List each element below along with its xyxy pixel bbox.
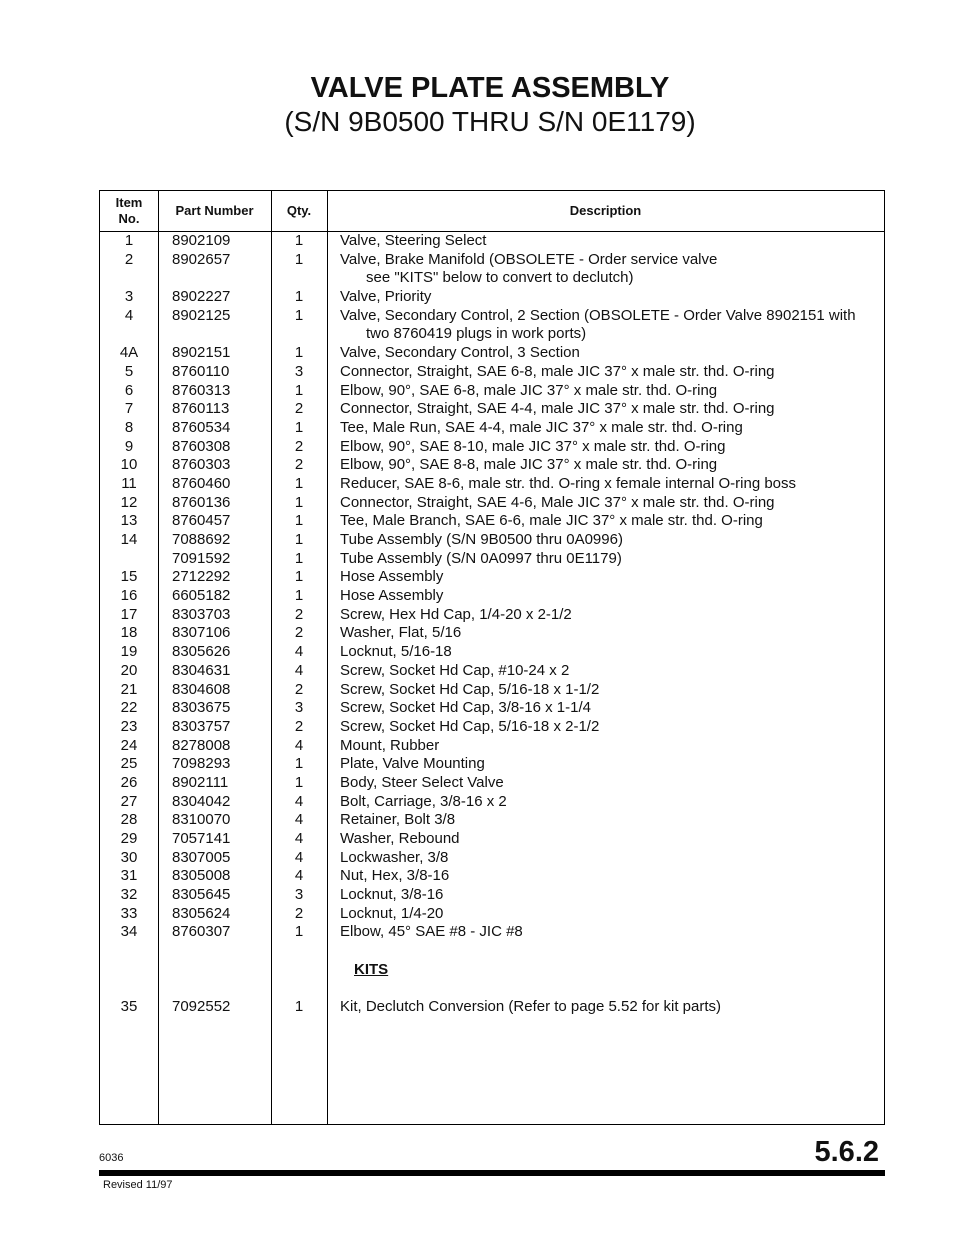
item-no: 27: [120, 792, 138, 810]
table-body: [100, 232, 884, 1017]
table-row: [100, 438, 884, 457]
row-spacer: [100, 980, 884, 999]
description: Locknut, 3/8-16: [340, 886, 444, 904]
part-number: 2712292: [172, 568, 231, 586]
item-no: 32: [120, 886, 138, 904]
part-number: 8303703: [172, 605, 231, 623]
item-no: 2: [124, 250, 134, 268]
table-row: [100, 587, 884, 606]
quantity: 2: [294, 680, 304, 698]
item-no: 4A: [119, 344, 139, 362]
item-no: 26: [120, 773, 138, 791]
part-number: 8902657: [172, 250, 231, 268]
quantity: 2: [294, 437, 304, 455]
item-no: 33: [120, 904, 138, 922]
item-no: 34: [120, 923, 138, 941]
quantity: 1: [294, 344, 304, 362]
item-no: 16: [120, 587, 138, 605]
table-row: [100, 755, 884, 774]
description: Valve, Brake Manifold (OBSOLETE - Order service valve see "KITS" below to convert to declutch): [340, 250, 718, 287]
item-no: 17: [120, 605, 138, 623]
part-number: 8760313: [172, 381, 231, 399]
part-number: 8305626: [172, 643, 231, 661]
table-row: [100, 400, 884, 419]
description: Screw, Socket Hd Cap, #10-24 x 2: [340, 661, 570, 679]
part-number: 8760308: [172, 437, 231, 455]
quantity: 1: [294, 923, 304, 941]
description: Hose Assembly: [340, 568, 444, 586]
description: Valve, Secondary Control, 2 Section (OBSOLETE - Order Valve 8902151 with two 8760419 plugs in work ports): [340, 306, 856, 343]
part-number: 8760460: [172, 474, 231, 492]
part-number: 7092552: [172, 998, 231, 1016]
table-row: [100, 494, 884, 513]
part-number: 8305008: [172, 867, 231, 885]
item-no: 35: [120, 998, 138, 1016]
part-number: 8278008: [172, 736, 231, 754]
table-row: [100, 886, 884, 905]
description: Tube Assembly (S/N 9B0500 thru 0A0996): [340, 531, 623, 549]
part-number: 8305624: [172, 904, 231, 922]
table-row: [100, 307, 884, 344]
quantity: 2: [294, 904, 304, 922]
part-number: 8902151: [172, 344, 231, 362]
table-row: [100, 232, 884, 251]
item-no: 13: [120, 512, 138, 530]
quantity: 1: [294, 418, 304, 436]
quantity: 1: [294, 512, 304, 530]
table-row: [100, 419, 884, 438]
description: Lockwasher, 3/8: [340, 848, 449, 866]
kits-heading-row: [100, 961, 884, 980]
item-no: 4: [124, 306, 134, 324]
description: Washer, Rebound: [340, 830, 460, 848]
table-row: [100, 811, 884, 830]
description: Tee, Male Branch, SAE 6-6, male JIC 37° x male str. thd. O-ring: [340, 512, 763, 530]
table-row: [100, 699, 884, 718]
table-row: [100, 606, 884, 625]
part-number: 8902111: [172, 773, 229, 791]
description: Elbow, 45° SAE #8 - JIC #8: [340, 923, 523, 941]
item-no: 21: [120, 680, 138, 698]
part-number: 7088692: [172, 531, 231, 549]
item-no: 22: [120, 699, 138, 717]
item-no: 31: [120, 867, 138, 885]
part-number: 8902125: [172, 306, 231, 324]
table-row: [100, 288, 884, 307]
item-no: 14: [120, 531, 138, 549]
quantity: 4: [294, 867, 304, 885]
part-number: 8303757: [172, 717, 231, 735]
description: Elbow, 90°, SAE 8-10, male JIC 37° x male str. thd. O-ring: [340, 437, 726, 455]
part-number: 8303675: [172, 699, 231, 717]
description: Connector, Straight, SAE 4-4, male JIC 37° x male str. thd. O-ring: [340, 400, 775, 418]
header-part-number: Part Number: [175, 203, 254, 218]
quantity: 4: [294, 643, 304, 661]
quantity: 2: [294, 717, 304, 735]
quantity: 1: [294, 755, 304, 773]
quantity: 3: [294, 362, 304, 380]
description: Screw, Socket Hd Cap, 5/16-18 x 1-1/2: [340, 680, 600, 698]
part-number: 8310070: [172, 811, 231, 829]
description: Elbow, 90°, SAE 8-8, male JIC 37° x male str. thd. O-ring: [340, 456, 718, 474]
table-row: [100, 568, 884, 587]
table-row: [100, 830, 884, 849]
description: Connector, Straight, SAE 4-6, Male JIC 37° x male str. thd. O-ring: [340, 493, 775, 511]
revision-date: Revised 11/97: [103, 1179, 173, 1191]
item-no: 7: [124, 400, 134, 418]
quantity: 2: [294, 456, 304, 474]
table-row: [100, 643, 884, 662]
quantity: 2: [294, 400, 304, 418]
document-code: 6036: [99, 1152, 124, 1164]
part-number: 8760113: [172, 400, 230, 418]
quantity: 1: [294, 587, 304, 605]
description: Locknut, 5/16-18: [340, 643, 452, 661]
table-row: [100, 681, 884, 700]
part-number: 8902227: [172, 288, 231, 306]
part-number: 8760136: [172, 493, 231, 511]
table-row: [100, 737, 884, 756]
quantity: 4: [294, 830, 304, 848]
description: Screw, Socket Hd Cap, 5/16-18 x 2-1/2: [340, 717, 600, 735]
part-number: 8760457: [172, 512, 231, 530]
quantity: 1: [294, 531, 304, 549]
part-number: 8307005: [172, 848, 231, 866]
description: Screw, Socket Hd Cap, 3/8-16 x 1-1/4: [340, 699, 591, 717]
header-qty: Qty.: [286, 203, 312, 218]
quantity: 1: [294, 381, 304, 399]
part-number: 8307106: [172, 624, 231, 642]
item-no: 11: [121, 474, 137, 492]
part-number: 8304042: [172, 792, 231, 810]
description: Plate, Valve Mounting: [340, 755, 485, 773]
quantity: 4: [294, 811, 304, 829]
description: Kit, Declutch Conversion (Refer to page 5.52 for kit parts): [340, 998, 722, 1016]
quantity: 2: [294, 624, 304, 642]
item-no: 12: [120, 493, 138, 511]
item-no: 19: [120, 643, 138, 661]
quantity: 1: [294, 306, 304, 324]
row-spacer: [100, 942, 884, 961]
page-title: VALVE PLATE ASSEMBLY: [310, 72, 670, 104]
table-row: [100, 344, 884, 363]
description: Screw, Hex Hd Cap, 1/4-20 x 2-1/2: [340, 605, 572, 623]
table-row: [100, 867, 884, 886]
page-number: 5.6.2: [814, 1136, 879, 1168]
item-no: 15: [120, 568, 138, 586]
table-row: [100, 531, 884, 550]
description: Reducer, SAE 8-6, male str. thd. O-ring x female internal O-ring boss: [340, 474, 797, 492]
quantity: 1: [294, 998, 304, 1016]
description: Nut, Hex, 3/8-16: [340, 867, 450, 885]
item-no: 28: [120, 811, 138, 829]
part-number: 8902109: [172, 232, 231, 249]
table-row: [100, 905, 884, 924]
item-no: 23: [120, 717, 138, 735]
description: Tube Assembly (S/N 0A0997 thru 0E1179): [340, 549, 622, 567]
part-number: 8760307: [172, 923, 231, 941]
quantity: 4: [294, 792, 304, 810]
quantity: 1: [294, 568, 304, 586]
part-number: 8760303: [172, 456, 231, 474]
table-row: [100, 998, 884, 1017]
quantity: 1: [294, 549, 304, 567]
item-no: 20: [120, 661, 138, 679]
description: Washer, Flat, 5/16: [340, 624, 462, 642]
quantity: 4: [294, 661, 304, 679]
quantity: 1: [294, 773, 304, 791]
quantity: 1: [294, 288, 304, 306]
description: Valve, Priority: [340, 288, 432, 306]
table-row: [100, 456, 884, 475]
part-number: 7057141: [172, 830, 231, 848]
quantity: 2: [294, 605, 304, 623]
table-row: [100, 475, 884, 494]
parts-table: [99, 190, 885, 1125]
table-row: [100, 624, 884, 643]
quantity: 3: [294, 699, 304, 717]
table-row: [100, 512, 884, 531]
item-no: 30: [120, 848, 138, 866]
item-no: 1: [124, 232, 134, 249]
description: Valve, Secondary Control, 3 Section: [340, 344, 580, 362]
description: Bolt, Carriage, 3/8-16 x 2: [340, 792, 507, 810]
description: Locknut, 1/4-20: [340, 904, 444, 922]
table-row: [100, 718, 884, 737]
part-number: 8304608: [172, 680, 231, 698]
item-no: 9: [124, 437, 134, 455]
quantity: 1: [294, 474, 304, 492]
item-no: 29: [120, 830, 138, 848]
table-row: [100, 849, 884, 868]
table-row: [100, 662, 884, 681]
description: Valve, Steering Select: [340, 232, 487, 249]
part-number: 8304631: [172, 661, 231, 679]
header-description: Description: [569, 203, 642, 218]
item-no: 25: [120, 755, 138, 773]
item-no: 18: [120, 624, 138, 642]
quantity: 4: [294, 848, 304, 866]
description: Hose Assembly: [340, 587, 444, 605]
header-item-no: [100, 191, 158, 231]
table-row: [100, 251, 884, 288]
quantity: 1: [294, 250, 304, 268]
table-row: [100, 382, 884, 401]
item-no: 3: [124, 288, 134, 306]
page-subtitle: (S/N 9B0500 THRU S/N 0E1179): [284, 106, 696, 137]
part-number: 7098293: [172, 755, 231, 773]
quantity: 3: [294, 886, 304, 904]
item-no: 6: [124, 381, 134, 399]
description: Retainer, Bolt 3/8: [340, 811, 456, 829]
item-no: 10: [120, 456, 138, 474]
table-row: [100, 774, 884, 793]
item-no: 8: [124, 418, 134, 436]
item-no: 24: [120, 736, 138, 754]
quantity: 1: [294, 232, 304, 249]
part-number: 8305645: [172, 886, 231, 904]
quantity: 1: [294, 493, 304, 511]
table-row: [100, 793, 884, 812]
quantity: 4: [294, 736, 304, 754]
table-row: [100, 550, 884, 569]
table-row: [100, 923, 884, 942]
table-row: [100, 363, 884, 382]
part-number: 7091592: [172, 549, 231, 567]
part-number: 8760534: [172, 418, 231, 436]
part-number: 6605182: [172, 587, 231, 605]
description: Tee, Male Run, SAE 4-4, male JIC 37° x male str. thd. O-ring: [340, 418, 743, 436]
item-no: 5: [124, 362, 134, 380]
description: Elbow, 90°, SAE 6-8, male JIC 37° x male str. thd. O-ring: [340, 381, 718, 399]
description: Body, Steer Select Valve: [340, 773, 504, 791]
description: Mount, Rubber: [340, 736, 440, 754]
header-item-no-label: Item No.: [115, 195, 143, 226]
part-number: 8760110: [172, 362, 230, 380]
kits-heading: KITS: [354, 960, 389, 978]
description: Connector, Straight, SAE 6-8, male JIC 37° x male str. thd. O-ring: [340, 362, 775, 380]
footer-rule: [99, 1170, 885, 1176]
